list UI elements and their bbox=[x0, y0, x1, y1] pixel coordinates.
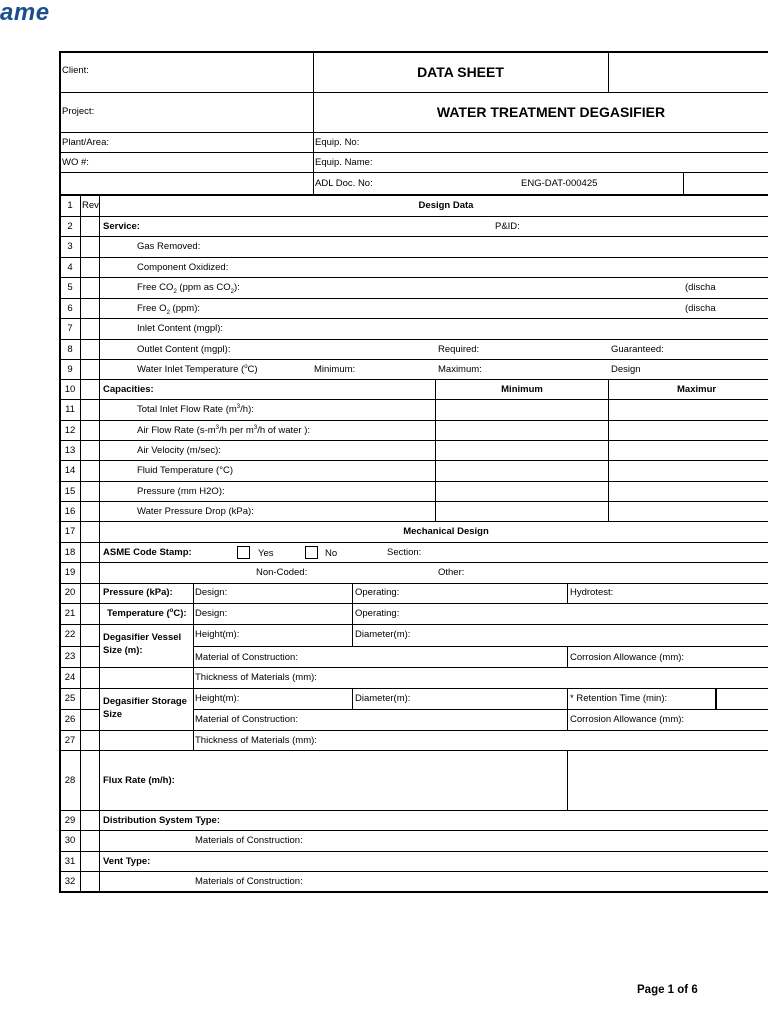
row-number: 20 bbox=[64, 587, 76, 598]
row-number: 5 bbox=[67, 282, 73, 293]
fluid-temperature-label: Fluid Temperature (°C) bbox=[137, 465, 234, 476]
row-number: 18 bbox=[64, 547, 76, 558]
vessel-height-label: Height(m): bbox=[195, 629, 240, 640]
flux-rate-label: Flux Rate (m/h): bbox=[103, 775, 175, 786]
asme-code-stamp-label: ASME Code Stamp: bbox=[103, 547, 192, 558]
yes-label: Yes bbox=[258, 548, 274, 559]
no-label: No bbox=[325, 548, 338, 559]
row-number: 30 bbox=[64, 835, 76, 846]
discharge-label: (discha bbox=[685, 303, 716, 314]
equip-name-label: Equip. Name: bbox=[315, 157, 373, 168]
water-pressure-drop-label: Water Pressure Drop (kPa): bbox=[137, 506, 254, 517]
storage-size-label-2: Size bbox=[103, 709, 123, 720]
pressure-mmh2o-label: Pressure (mm H2O): bbox=[137, 486, 225, 497]
vessel-corrosion-label: Corrosion Allowance (mm): bbox=[570, 652, 685, 663]
distribution-materials-label: Materials of Construction: bbox=[195, 835, 303, 846]
distribution-system-label: Distribution System Type: bbox=[103, 815, 221, 826]
row-number: 19 bbox=[64, 567, 76, 578]
capacities-label: Capacities: bbox=[103, 384, 154, 395]
non-coded-label: Non-Coded: bbox=[256, 567, 308, 578]
row-number: 23 bbox=[64, 651, 76, 662]
vessel-thickness-label: Thickness of Materials (mm): bbox=[195, 672, 317, 683]
adl-doc-label: ADL Doc. No: bbox=[315, 178, 373, 189]
vessel-material-label: Material of Construction: bbox=[195, 652, 298, 663]
row-number: 25 bbox=[64, 693, 76, 704]
page-title: DATA SHEET bbox=[417, 64, 504, 80]
inlet-content-label: Inlet Content (mgpl): bbox=[137, 323, 224, 334]
row-number: 4 bbox=[67, 262, 73, 273]
row-number: 6 bbox=[67, 303, 73, 314]
section-label: Section: bbox=[387, 547, 422, 558]
capacity-max-header: Maximur bbox=[677, 384, 717, 395]
vessel-size-label-1: Degasifier Vessel bbox=[103, 632, 182, 643]
row-number: 22 bbox=[64, 629, 76, 640]
temperature-label: Temperature ($^o$C): bbox=[107, 607, 187, 619]
discharge-label: (discha bbox=[685, 282, 716, 293]
adl-doc-value: ENG-DAT-000425 bbox=[521, 178, 598, 189]
yes-checkbox[interactable] bbox=[237, 546, 250, 559]
row-number: 11 bbox=[65, 404, 75, 415]
storage-thickness-label: Thickness of Materials (mm): bbox=[195, 735, 317, 746]
free-o2-label: Free $O_2$ (ppm): bbox=[137, 303, 200, 316]
section-design-data: Design Data bbox=[418, 200, 474, 211]
vessel-size-label-2: Size (m): bbox=[103, 645, 143, 656]
maximum-label: Maximum: bbox=[438, 364, 482, 375]
no-checkbox[interactable] bbox=[305, 546, 318, 559]
vessel-diameter-label: Diameter(m): bbox=[355, 629, 411, 640]
border-bottom bbox=[59, 891, 768, 893]
project-label: Project: bbox=[62, 106, 95, 117]
row-number: 15 bbox=[64, 486, 76, 497]
row-number: 28 bbox=[64, 775, 76, 786]
minimum-label: Minimum: bbox=[314, 364, 356, 375]
storage-corrosion-label: Corrosion Allowance (mm): bbox=[570, 714, 685, 725]
row-number: 31 bbox=[64, 856, 76, 867]
pressure-kpa-label: Pressure (kPa): bbox=[103, 587, 173, 598]
row-number: 1 bbox=[67, 200, 73, 211]
row-number: 8 bbox=[67, 344, 73, 355]
row-number: 13 bbox=[64, 445, 76, 456]
pressure-design-label: Design: bbox=[195, 587, 228, 598]
row-number: 24 bbox=[64, 672, 76, 683]
vent-materials-label: Materials of Construction: bbox=[195, 876, 303, 887]
border-top bbox=[59, 51, 768, 53]
company-logo: ame bbox=[0, 0, 50, 26]
capacity-min-header: Minimum bbox=[501, 384, 543, 395]
outlet-content-label: Outlet Content (mgpl): bbox=[137, 344, 231, 355]
row-number: 29 bbox=[64, 815, 76, 826]
equip-no-label: Equip. No: bbox=[315, 137, 360, 148]
row-number: 14 bbox=[64, 465, 76, 476]
rev-label: Rev bbox=[82, 200, 99, 211]
service-label: Service: bbox=[103, 221, 140, 232]
plant-area-label: Plant/Area: bbox=[62, 137, 109, 148]
required-label: Required: bbox=[438, 344, 480, 355]
row-number: 16 bbox=[64, 506, 76, 517]
page-number: Page 1 of 6 bbox=[637, 984, 698, 996]
storage-material-label: Material of Construction: bbox=[195, 714, 298, 725]
vent-type-label: Vent Type: bbox=[103, 856, 151, 867]
row-number: 27 bbox=[64, 735, 76, 746]
free-co2-label: Free $CO_2$ (ppm as $CO_2$): bbox=[137, 282, 240, 295]
row-number: 26 bbox=[64, 714, 76, 725]
component-oxidized-label: Component Oxidized: bbox=[137, 262, 229, 273]
row-number: 17 bbox=[64, 526, 76, 537]
pid-label: P&ID: bbox=[495, 221, 520, 232]
temperature-operating-label: Operating: bbox=[355, 608, 400, 619]
other-label: Other: bbox=[438, 567, 465, 578]
client-label: Client: bbox=[62, 65, 89, 76]
row-number: 12 bbox=[64, 425, 76, 436]
row-number: 32 bbox=[64, 876, 76, 887]
row-number: 2 bbox=[67, 221, 73, 232]
row-number: 10 bbox=[64, 384, 76, 395]
hydrotest-label: Hydrotest: bbox=[570, 587, 614, 598]
water-inlet-temp-label: Water Inlet Temperature ($^o$C) bbox=[137, 363, 258, 375]
gas-removed-label: Gas Removed: bbox=[137, 241, 201, 252]
storage-size-label-1: Degasifier Storage bbox=[103, 696, 187, 707]
section-mechanical-design: Mechanical Design bbox=[403, 526, 489, 537]
air-flow-rate-label: Air Flow Rate ($s-m^3/h$ per $m^3/h$ of water ): bbox=[137, 424, 311, 436]
storage-height-label: Height(m): bbox=[195, 693, 240, 704]
row-number: 7 bbox=[67, 323, 73, 334]
air-velocity-label: Air Velocity (m/sec): bbox=[137, 445, 221, 456]
temperature-design-label: Design: bbox=[195, 608, 228, 619]
storage-diameter-label: Diameter(m): bbox=[355, 693, 411, 704]
page-subtitle: WATER TREATMENT DEGASIFIER bbox=[436, 104, 666, 120]
row-number: 9 bbox=[67, 364, 73, 375]
pressure-operating-label: Operating: bbox=[355, 587, 400, 598]
row-number: 3 bbox=[67, 241, 73, 252]
total-inlet-flow-label: Total Inlet Flow Rate $(m^3/h)$: bbox=[137, 403, 254, 415]
row-number: 21 bbox=[64, 608, 76, 619]
design-label: Design bbox=[611, 364, 641, 375]
guaranteed-label: Guaranteed: bbox=[611, 344, 664, 355]
wo-label: WO #: bbox=[62, 157, 89, 168]
retention-time-label: * Retention Time (min): bbox=[570, 693, 668, 704]
